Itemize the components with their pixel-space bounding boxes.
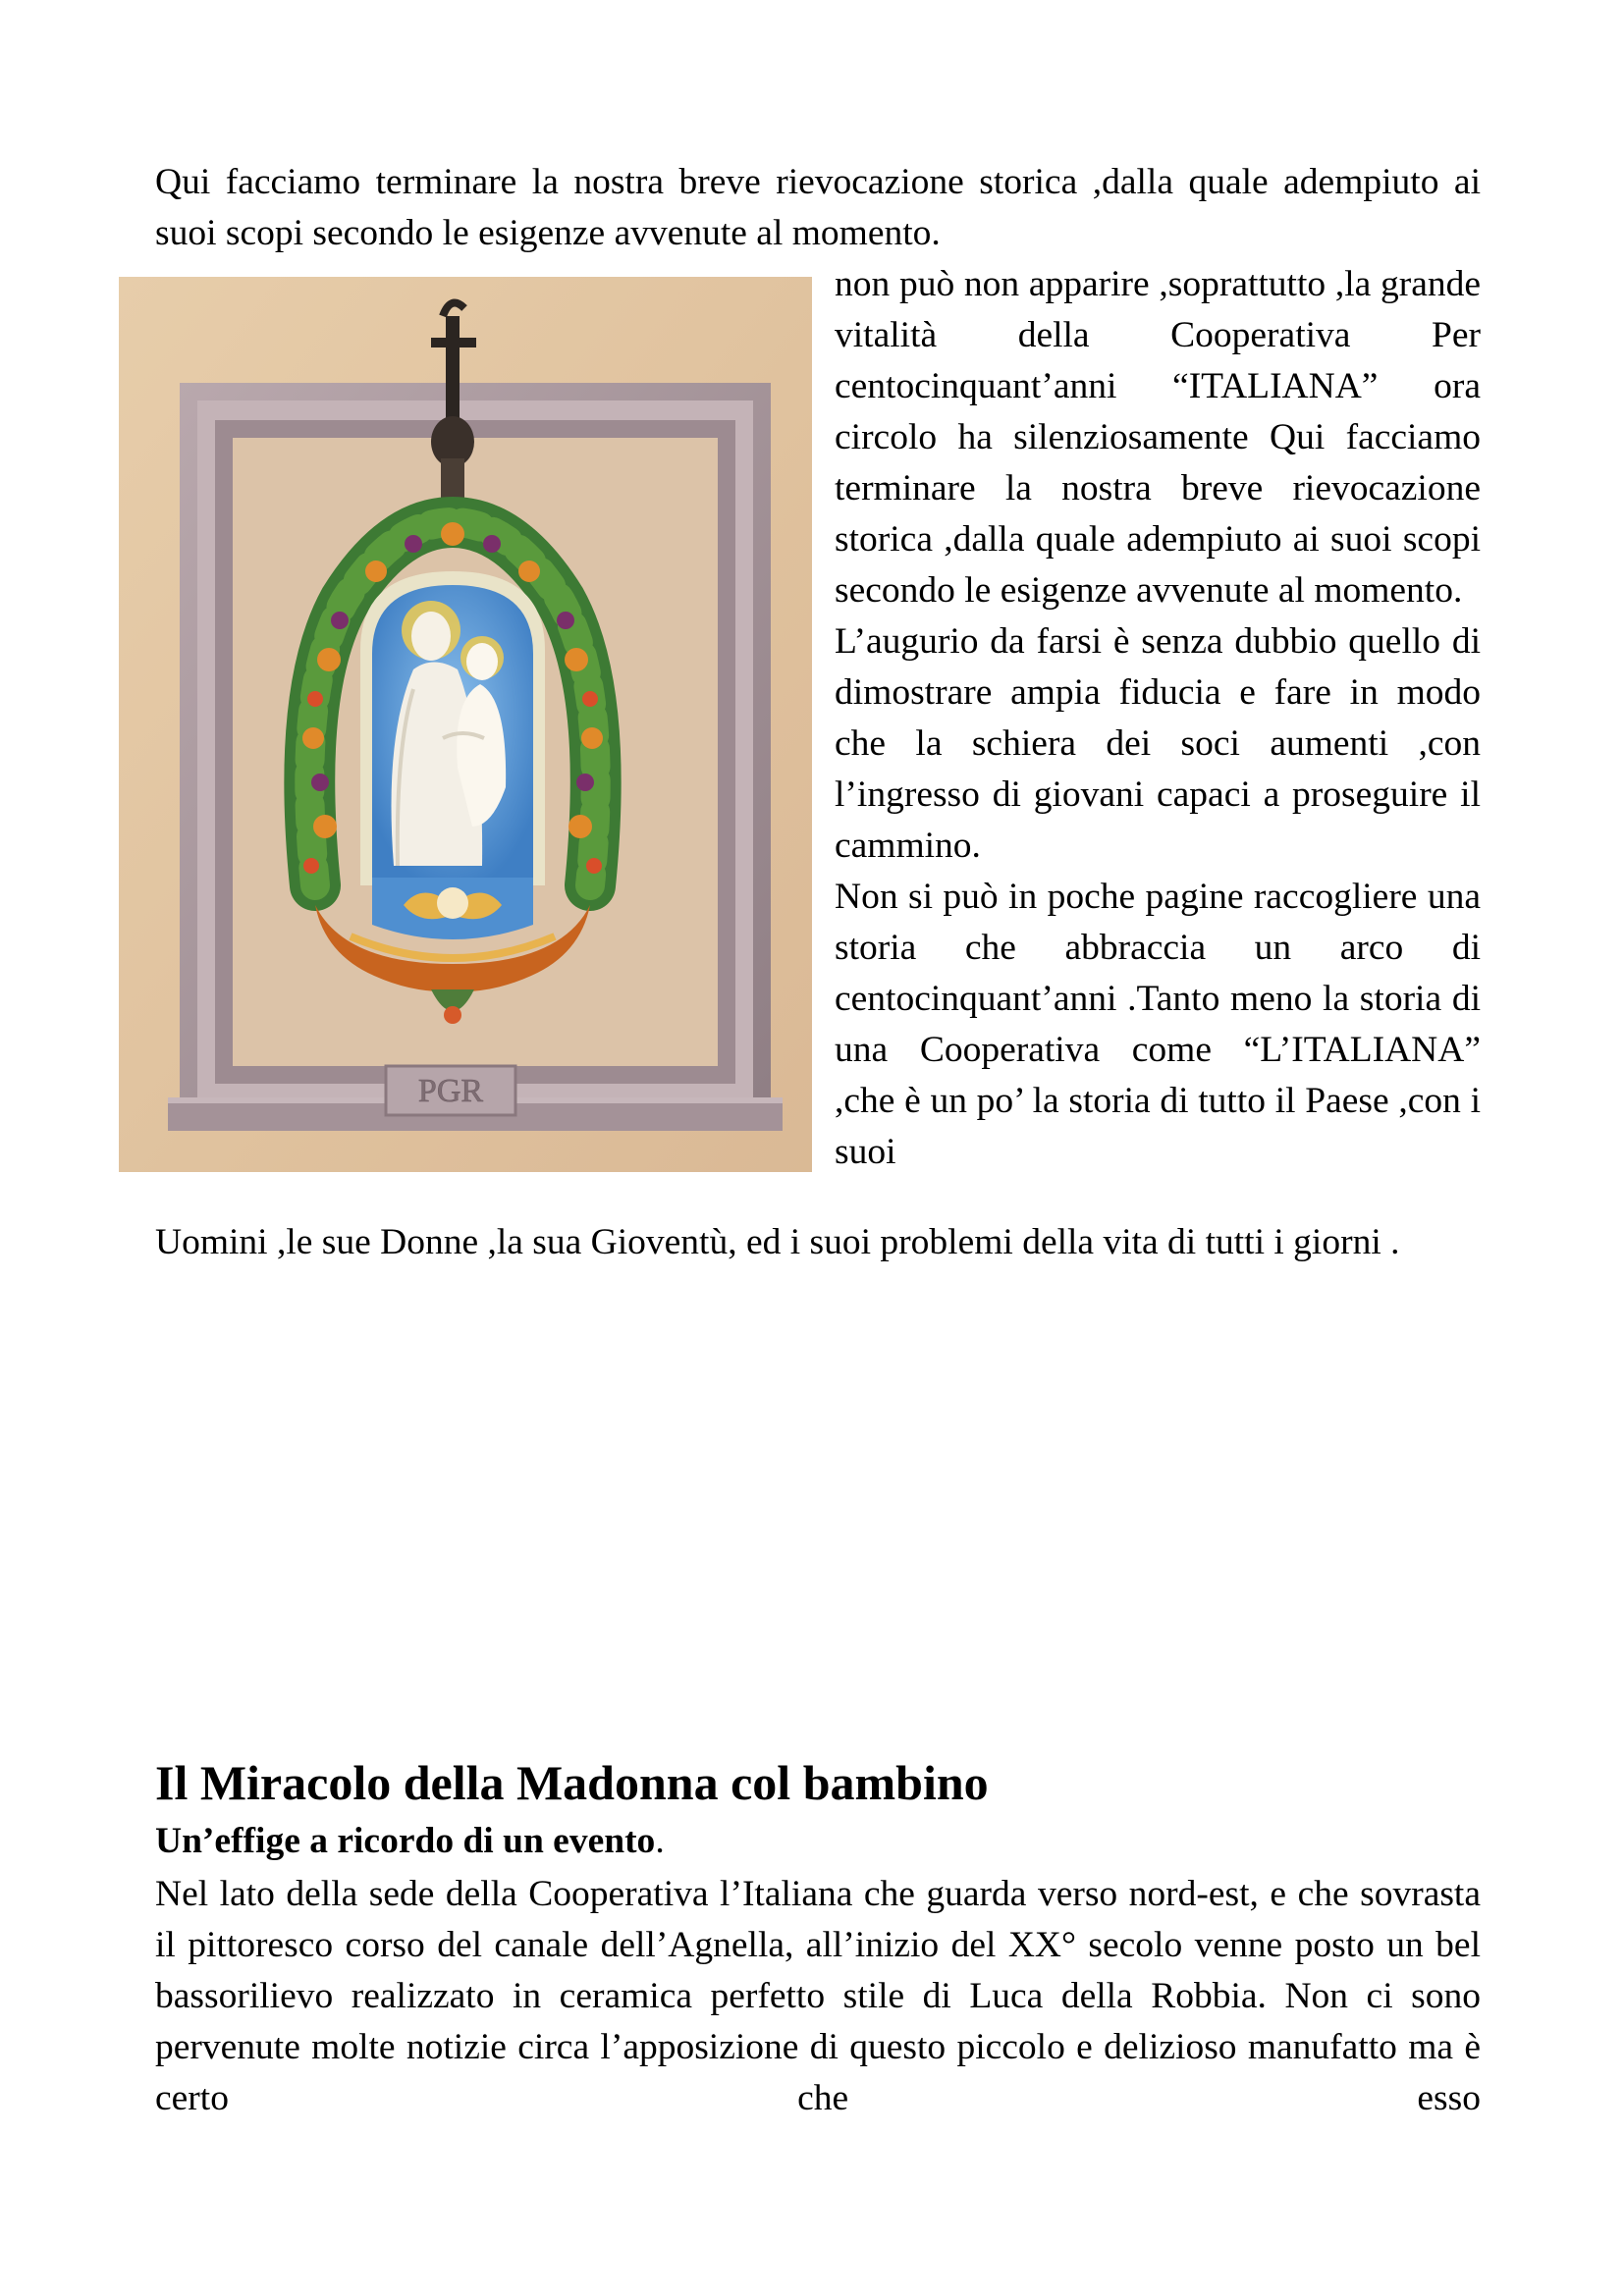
madonna-plaque-photo bbox=[119, 277, 812, 1172]
section-body-paragraph: Nel lato della sede della Cooperativa l’Italiana che guarda verso nord-est, e che sovrasta il pittoresco corso del canale dell’Agnella, all’inizio del XX° secolo venne posto un bel bassorilievo realizzato in ceramica perfetto stile di Luca della Robbia. Non ci sono pervenute molte notizie circa l’apposizione di questo piccolo e delizioso manufatto ma è certo che esso bbox=[155, 1874, 1481, 2118]
side-paragraph-3: Non si può in poche pagine raccogliere una storia che abbraccia un arco di centocinquant’anni .Tanto meno la storia di una Cooperativa come “L’ITALIANA” ,che è un po’ la storia di tutto il Paese ,con i suoi bbox=[835, 877, 1481, 1172]
intro-paragraph: Qui facciamo terminare la nostra breve rievocazione storica ,dalla quale adempiuto ai suoi scopi secondo le esigenze avvenute al momento. bbox=[155, 162, 1481, 253]
section-subheading bbox=[155, 1816, 1481, 1867]
subheading-bold: Un’effige a ricordo di un evento bbox=[155, 1821, 656, 1861]
plaque-inscription: PGR bbox=[417, 1073, 484, 1109]
side-paragraph-2: L’augurio da farsi è senza dubbio quello di dimostrare ampia fiducia e fare in modo che la schiera dei soci aumenti ,con l’ingresso di giovani capaci a proseguire il cammino. bbox=[835, 621, 1481, 866]
tail-paragraph: Uomini ,le sue Donne ,la sua Gioventù, ed i suoi problemi della vita di tutti i giorni . bbox=[155, 1222, 1400, 1262]
tail-text bbox=[155, 1217, 1481, 1268]
intro-text bbox=[155, 157, 1481, 259]
section-heading: Il Miracolo della Madonna col bambino bbox=[155, 1755, 989, 1810]
side-text bbox=[835, 259, 1481, 1178]
section-body-text bbox=[155, 1869, 1481, 2124]
madonna-niche bbox=[360, 571, 545, 939]
side-paragraph-1: non può non apparire ,soprattutto ,la grande vitalità della Cooperativa Per centocinquant’anni “ITALIANA” ora circolo ha silenziosamente Qui facciamo terminare la nostra breve rievocazione storica ,dalla quale adempiuto ai suoi scopi secondo le esigenze avvenute al momento. bbox=[835, 264, 1481, 611]
subheading-end: . bbox=[655, 1821, 665, 1861]
